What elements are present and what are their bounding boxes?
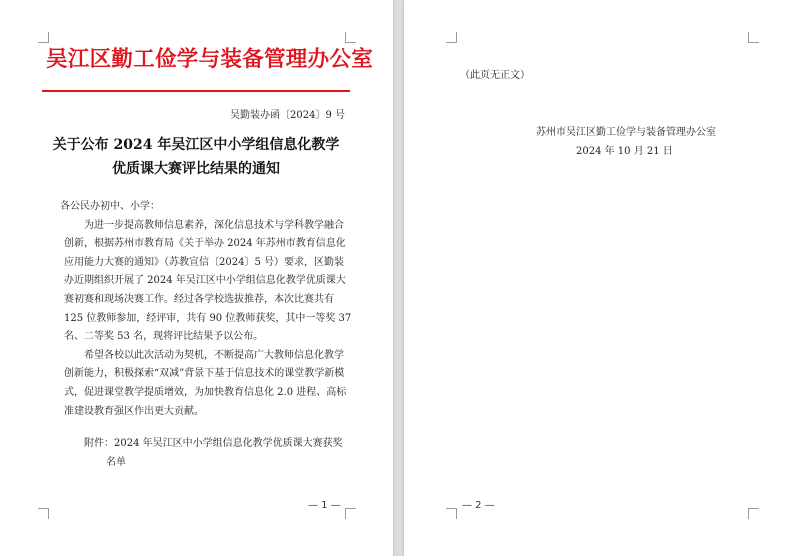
body-line: 式，促进课堂教学提质增效，为加快教育信息化 2.0 进程、高标 (64, 386, 347, 398)
body-line: 为进一步提高教师信息素养，深化信息技术与学科教学融合 (84, 219, 344, 231)
body-line: 125 位教师参加，经评审，共有 90 位教师获奖，其中一等奖 37 (64, 312, 352, 324)
signature-date: 2024 年 10 月 21 日 (576, 146, 673, 157)
notice-title-line: 优质课大赛评比结果的通知 (112, 161, 280, 177)
crop-mark (748, 508, 759, 519)
header-red-rule (42, 90, 350, 92)
crop-mark (446, 508, 457, 519)
crop-mark (345, 508, 356, 519)
signature-organization: 苏州市吴江区勤工俭学与装备管理办公室 (536, 127, 716, 138)
body-line: 准建设教育强区作出更大贡献。 (64, 405, 204, 417)
body-line: 应用能力大赛的通知》（苏教宣信〔2024〕5 号）要求，区勤装 (64, 256, 344, 268)
no-text-note: （此页无正文） (460, 70, 530, 81)
attachment-line: 名单 (106, 456, 126, 468)
body-line: 希望各校以此次活动为契机，不断提高广大教师信息化教学 (84, 349, 344, 361)
body-line: 赛初赛和现场决赛工作。经过各学校选拔推荐，本次比赛共有 (64, 293, 334, 305)
body-line: 办近期组织开展了 2024 年吴江区中小学组信息化教学优质课大 (64, 275, 346, 287)
body-line: 名、二等奖 53 名，现将评比结果予以公布。 (64, 331, 264, 343)
crop-mark (748, 32, 759, 43)
notice-body (60, 198, 352, 472)
crop-mark (38, 508, 49, 519)
document-number: 吴勤装办函〔2024〕9 号 (230, 110, 345, 121)
body-line: 创新，根据苏州市教育局《关于举办 2024 年苏州市教育信息化 (64, 238, 346, 250)
notice-title-line: 关于公布 2024 年吴江区中小学组信息化教学 (52, 137, 340, 153)
document-page-2 (404, 0, 800, 556)
office-header-title: 吴江区勤工俭学与装备管理办公室 (46, 47, 374, 72)
page-number: — 2 — (462, 500, 495, 511)
crop-mark (446, 32, 457, 43)
body-line: 创新能力，积极探索“双减”背景下基于信息技术的课堂教学新模 (64, 368, 345, 380)
page-number: — 1 — (308, 500, 341, 511)
attachment-line: 附件：2024 年吴江区中小学组信息化教学优质课大赛获奖 (84, 438, 343, 450)
crop-mark (345, 32, 356, 43)
notice-title (40, 133, 352, 181)
salutation: 各公民办初中、小学： (60, 201, 160, 212)
document-page-1 (0, 0, 393, 556)
